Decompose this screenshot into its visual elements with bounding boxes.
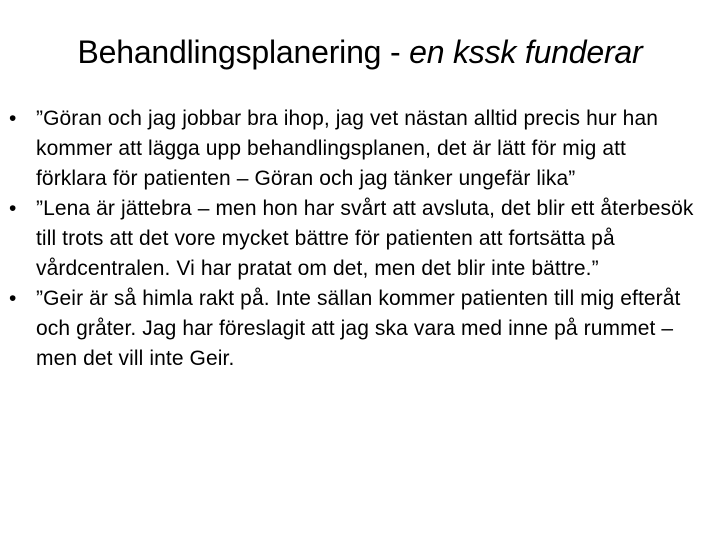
bullet-text: ”Göran och jag jobbar bra ihop, jag vet nästan alltid precis hur han kommer att lägga upp behandlingsplanen, det är lätt för mig att förklara för patienten – Göran och jag tänker ungefär lika”: [36, 107, 659, 190]
bullet-item: [0, 284, 720, 374]
bullet-dot-icon: •: [9, 107, 17, 130]
bullet-dot-icon: •: [9, 197, 17, 220]
slide-title-main: Behandlingsplanering -: [77, 34, 410, 70]
bullet-list: [0, 104, 720, 374]
bullet-dot-icon: •: [9, 287, 17, 310]
bullet-text: ”Geir är så himla rakt på. Inte sällan kommer patienten till mig efteråt och gråter. Jag har föreslagit att jag ska vara med inne på rummet – men det vill inte Geir.: [36, 287, 681, 370]
bullet-text: ”Lena är jättebra – men hon har svårt att avsluta, det blir ett återbesök till trots att det vore mycket bättre för patienten att fortsätta på vårdcentralen. Vi har pratat om det, men det blir inte bättre.”: [36, 197, 694, 280]
slide-title: [20, 28, 700, 76]
slide-title-emphasis: en kssk funderar: [409, 34, 643, 70]
bullet-item: [0, 194, 720, 284]
bullet-item: [0, 104, 720, 194]
